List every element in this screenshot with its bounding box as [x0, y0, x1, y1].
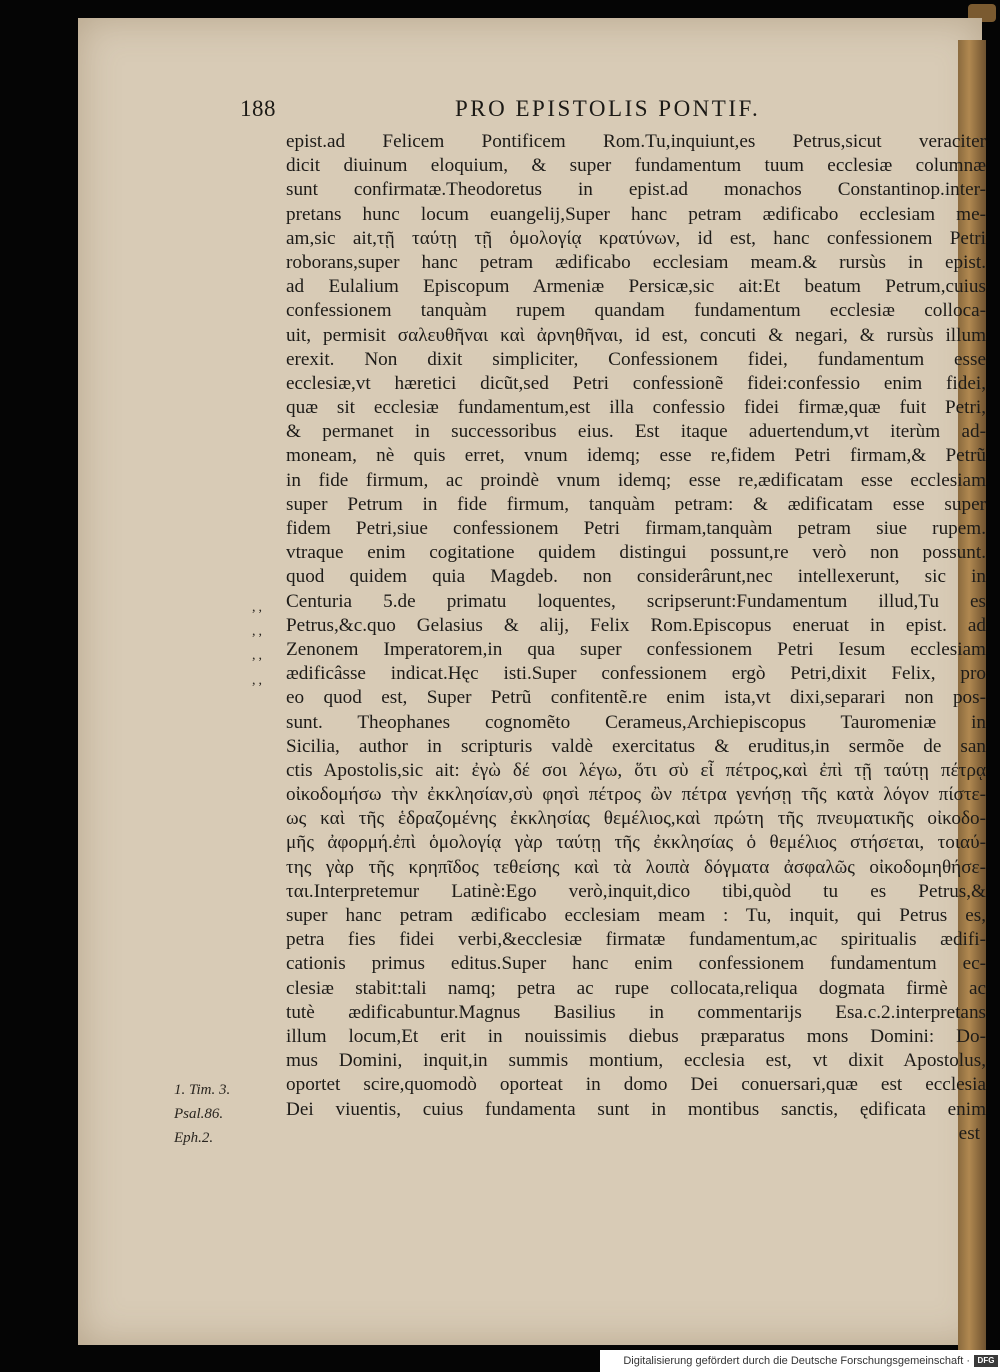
text-line: Dei viuentis, cuius fundamenta sunt in montibus sanctis, ędificata enim	[286, 1098, 986, 1120]
text-line: petra fies fidei verbi,&ecclesiæ firmatæ fundamentum,ac spiritualis ædifi-	[286, 929, 986, 951]
quotation-marks	[252, 596, 282, 693]
footer-bar	[600, 1350, 1000, 1372]
text-line: moneam, nè quis erret, vnum idemq; esse re,fidem Petri firmam,& Petrũ	[286, 445, 986, 467]
text-line: Petrus,&c.quo Gelasius & alij, Felix Rom.Episcopus eneruat in epist. ad	[286, 614, 986, 636]
text-line: dicit diuinum eloquium, & super fundamentum tuum ecclesiæ columnæ	[286, 155, 986, 177]
text-line: eo quod est, Super Petrũ confitentẽ.re enim ista,vt dixi,separari non pos-	[286, 687, 986, 709]
marginal-notes	[174, 1078, 264, 1150]
text-line: Zenonem Imperatorem,in qua super confessionem Petri Iesum ecclesiam	[286, 638, 986, 660]
text-line: της γὰρ τῆς κρηπῖδος τεθείσης καὶ τὰ λοιπὰ δόγματα ἀσφαλῶς οἰκοδομηθήσε-	[286, 856, 986, 878]
text-line: erexit. Non dixit simpliciter, Confessionem fidei, fundamentum esse	[286, 348, 986, 370]
text-line: epist.ad Felicem Pontificem Rom.Tu,inquiunt,es Petrus,sicut veraciter	[286, 131, 986, 152]
text-line: vtraque enim cogitatione quidem distingui possunt,re verò non possunt.	[286, 542, 986, 564]
dfg-logo: DFG	[974, 1355, 998, 1367]
text-line: quod quidem quia Magdeb. non considerârunt,nec intellexerunt, sic in	[286, 566, 986, 588]
text-line: confessionem tanquàm rupem quandam fundamentum ecclesiæ colloca-	[286, 300, 986, 322]
quote-mark: ,,	[252, 648, 265, 664]
text-line: super Petrum in fide firmum, tanquàm petram: & ædificatam esse super	[286, 493, 986, 515]
text-line: μῆς ἀφορμή.ἐπὶ ὁμολογίᾳ γὰρ ταύτῃ τῆς ἐκκλησίας ὁ θεμέλιος στήσεται, τοιαύ-	[286, 832, 986, 854]
text-line: uit, permisit σαλευθῆναι καὶ ἀρνηθῆναι, id est, concuti & negari, & rursùs illum	[286, 324, 986, 346]
marginal-note: Eph.2.	[174, 1130, 214, 1146]
marginal-note: 1. Tim. 3.	[174, 1082, 231, 1098]
text-line: ως καὶ τῆς ἑδραζομένης ἐκκλησίας θεμέλιος,καὶ πρώτη τῆς πνευματικῆς οἰκοδο-	[286, 808, 986, 830]
text-line: ται.Interpretemur Latinè:Ego verò,inquit,dico tibi,quòd tu es Petrus,&	[286, 880, 986, 902]
text-line: super hanc petram ædificabo ecclesiam meam : Tu, inquit, qui Petrus es,	[286, 905, 986, 926]
text-line: ad Eulalium Episcopum Armeniæ Persicæ,sic ait:Et beatum Petrum,cuius	[286, 276, 986, 298]
text-line: οἰκοδομήσω τὴν ἐκκλησίαν,σὺ φησὶ πέτρος ὢν πέτρα γενήσῃ τῆς κατὰ λόγον πίστε-	[286, 784, 986, 806]
body-text	[286, 130, 986, 1146]
funding-credit: Digitalisierung gefördert durch die Deutsche Forschungsgemeinschaft ·	[623, 1355, 970, 1367]
text-line: am,sic ait,τῇ ταύτῃ τῇ ὁμολογίᾳ κρατύνων, id est, hanc confessionem Petri	[286, 227, 986, 249]
text-line: pretans hunc locum euangelij,Super hanc petram ædificabo ecclesiam me-	[286, 203, 986, 225]
catchword: est	[958, 1122, 980, 1144]
text-line: Centuria 5.de primatu loquentes, scripserunt:Fundamentum illud,Tu es	[286, 590, 986, 612]
text-line: oportet scire,quomodò oporteat in domo Dei conuersari,quæ est ecclesia	[286, 1074, 986, 1096]
text-line: clesiæ stabit:tali namq; petra ac rupe collocata,reliqua dogmata firmè ac	[286, 977, 986, 999]
quote-mark: ,,	[252, 672, 265, 688]
text-line: & permanet in successoribus eius. Est itaque aduertendum,vt iterùm ad-	[286, 421, 986, 443]
text-line: fidem Petri,siue confessionem Petri firmam,tanquàm petram siue rupem.	[286, 518, 986, 539]
quote-mark: ,,	[252, 600, 265, 615]
page-number: 188	[240, 96, 276, 121]
text-line: roborans,super hanc petram ædificabo ecclesiam meam.& rursùs in epist.	[286, 251, 986, 273]
text-line: illum locum,Et erit in nouissimis diebus præparatus mons Domini: Do-	[286, 1025, 986, 1047]
text-line: Sicilia, author in scripturis valdè exercitatus & eruditus,in sermõe de san	[286, 735, 986, 757]
text-line: ædificâsse indicat.Hęc isti.Super confessionem ergò Petri,dixit Felix, pro	[286, 663, 986, 685]
text-line: ecclesiæ,vt hæretici dicũt,sed Petri confessionẽ fidei:confessio enim fidei,	[286, 372, 986, 394]
running-head	[240, 96, 940, 126]
text-line: mus Domini, inquit,in summis montium, ecclesia est, vt dixit Apostolus,	[286, 1050, 986, 1072]
text-line: cationis primus editus.Super hanc enim confessionem fundamentum ec-	[286, 953, 986, 975]
marginal-note: Psal.86.	[174, 1106, 224, 1122]
text-line: quæ sit ecclesiæ fundamentum,est illa confessio fidei firmæ,quæ fuit Petri,	[286, 397, 986, 419]
text-line: ctis Apostolis,sic ait: ἐγὼ δέ σοι λέγω, ὅτι σὺ εἶ πέτρος,καὶ ἐπὶ τῇ ταύτῃ πέτρᾳ	[286, 759, 986, 781]
text-line: sunt. Theophanes cognomẽto Cerameus,Archiepiscopus Tauromeniæ in	[286, 711, 986, 733]
quote-mark: ,,	[252, 624, 265, 640]
text-line: sunt confirmatæ.Theodoretus in epist.ad monachos Constantinop.inter-	[286, 179, 986, 201]
running-title: PRO EPISTOLIS PONTIF.	[455, 96, 761, 121]
text-line: in fide firmum, ac proindè vnum idemq; esse re,ædificatam esse ecclesiam	[286, 469, 986, 491]
text-line: tutè ædificabuntur.Magnus Basilius in commentarijs Esa.c.2.interpretans	[286, 1001, 986, 1023]
